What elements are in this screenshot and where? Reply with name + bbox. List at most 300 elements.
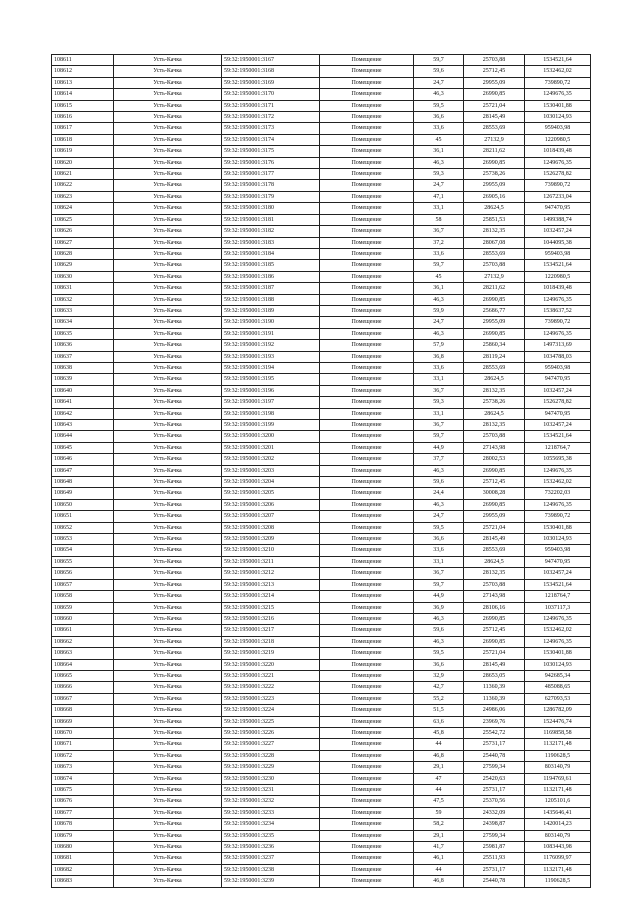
table-row: [52, 591, 591, 602]
table-row: [52, 648, 591, 659]
locality-cell: Усть-Качка: [114, 648, 222, 659]
unit-price-cell: 25712,45: [464, 477, 525, 488]
total-value-cell: 1499388,74: [525, 214, 591, 225]
cadastral-number-cell: 59:32:1950001:3230: [222, 773, 320, 784]
unit-price-cell: 26990,85: [464, 636, 525, 647]
object-type-cell: Помещение: [320, 397, 414, 408]
cadastral-number-cell: 59:32:1950001:3236: [222, 842, 320, 853]
cadastral-number-cell: 59:32:1950001:3232: [222, 796, 320, 807]
area-cell: 55,2: [414, 693, 464, 704]
object-type-cell: Помещение: [320, 579, 414, 590]
cadastral-number-cell: 59:32:1950001:3215: [222, 602, 320, 613]
record-number-cell: 108664: [52, 659, 114, 670]
area-cell: 46,3: [414, 465, 464, 476]
cadastral-number-cell: 59:32:1950001:3229: [222, 762, 320, 773]
locality-cell: Усть-Качка: [114, 100, 222, 111]
total-value-cell: 1526278,82: [525, 169, 591, 180]
locality-cell: Усть-Качка: [114, 226, 222, 237]
unit-price-cell: 28067,08: [464, 237, 525, 248]
table-row: [52, 864, 591, 875]
object-type-cell: Помещение: [320, 442, 414, 453]
locality-cell: Усть-Качка: [114, 89, 222, 100]
record-number-cell: 108633: [52, 305, 114, 316]
cadastral-number-cell: 59:32:1950001:3176: [222, 157, 320, 168]
area-cell: 46,1: [414, 853, 464, 864]
area-cell: 57,9: [414, 340, 464, 351]
record-number-cell: 108624: [52, 203, 114, 214]
table-row: [52, 534, 591, 545]
object-type-cell: Помещение: [320, 89, 414, 100]
table-row: [52, 134, 591, 145]
cadastral-number-cell: 59:32:1950001:3228: [222, 750, 320, 761]
cadastral-number-cell: 59:32:1950001:3211: [222, 556, 320, 567]
total-value-cell: 947470,95: [525, 408, 591, 419]
area-cell: 47: [414, 773, 464, 784]
cadastral-number-cell: 59:32:1950001:3203: [222, 465, 320, 476]
locality-cell: Усть-Качка: [114, 146, 222, 157]
locality-cell: Усть-Качка: [114, 454, 222, 465]
area-cell: 59,5: [414, 522, 464, 533]
cadastral-number-cell: 59:32:1950001:3214: [222, 591, 320, 602]
cadastral-number-cell: 59:32:1950001:3222: [222, 682, 320, 693]
object-type-cell: Помещение: [320, 260, 414, 271]
record-number-cell: 108667: [52, 693, 114, 704]
total-value-cell: 959403,98: [525, 248, 591, 259]
record-number-cell: 108681: [52, 853, 114, 864]
total-value-cell: 959403,98: [525, 362, 591, 373]
object-type-cell: Помещение: [320, 750, 414, 761]
record-number-cell: 108628: [52, 248, 114, 259]
area-cell: 46,8: [414, 750, 464, 761]
locality-cell: Усть-Качка: [114, 305, 222, 316]
table-row: [52, 853, 591, 864]
object-type-cell: Помещение: [320, 420, 414, 431]
record-number-cell: 108652: [52, 522, 114, 533]
unit-price-cell: 24986,06: [464, 705, 525, 716]
area-cell: 59,7: [414, 260, 464, 271]
total-value-cell: 1530401,88: [525, 648, 591, 659]
object-type-cell: Помещение: [320, 522, 414, 533]
unit-price-cell: 25721,04: [464, 100, 525, 111]
table-row: [52, 112, 591, 123]
object-type-cell: Помещение: [320, 283, 414, 294]
unit-price-cell: 25703,88: [464, 260, 525, 271]
table-row: [52, 191, 591, 202]
object-type-cell: Помещение: [320, 146, 414, 157]
cadastral-number-cell: 59:32:1950001:3201: [222, 442, 320, 453]
cadastral-number-cell: 59:32:1950001:3227: [222, 739, 320, 750]
locality-cell: Усть-Качка: [114, 705, 222, 716]
unit-price-cell: 25370,56: [464, 796, 525, 807]
area-cell: 63,6: [414, 716, 464, 727]
area-cell: 24,7: [414, 77, 464, 88]
cadastral-number-cell: 59:32:1950001:3172: [222, 112, 320, 123]
total-value-cell: 803140,79: [525, 762, 591, 773]
unit-price-cell: 29955,09: [464, 77, 525, 88]
unit-price-cell: 28106,16: [464, 602, 525, 613]
unit-price-cell: 30008,28: [464, 488, 525, 499]
total-value-cell: 1032457,24: [525, 420, 591, 431]
record-number-cell: 108648: [52, 477, 114, 488]
object-type-cell: Помещение: [320, 77, 414, 88]
area-cell: 46,8: [414, 876, 464, 887]
unit-price-cell: 28132,35: [464, 226, 525, 237]
table-row: [52, 625, 591, 636]
total-value-cell: 947470,95: [525, 203, 591, 214]
table-row: [52, 248, 591, 259]
locality-cell: Усть-Качка: [114, 739, 222, 750]
total-value-cell: 1083443,98: [525, 842, 591, 853]
cadastral-number-cell: 59:32:1950001:3224: [222, 705, 320, 716]
area-cell: 59,3: [414, 397, 464, 408]
area-cell: 47,1: [414, 191, 464, 202]
unit-price-cell: 27143,98: [464, 442, 525, 453]
table-row: [52, 305, 591, 316]
record-number-cell: 108680: [52, 842, 114, 853]
area-cell: 37,2: [414, 237, 464, 248]
locality-cell: Усть-Качка: [114, 773, 222, 784]
total-value-cell: 739890,72: [525, 511, 591, 522]
table-row: [52, 488, 591, 499]
area-cell: 59,6: [414, 66, 464, 77]
locality-cell: Усть-Качка: [114, 385, 222, 396]
area-cell: 47,5: [414, 796, 464, 807]
total-value-cell: 1534521,64: [525, 260, 591, 271]
locality-cell: Усть-Качка: [114, 203, 222, 214]
record-number-cell: 108682: [52, 864, 114, 875]
table-row: [52, 659, 591, 670]
cadastral-number-cell: 59:32:1950001:3182: [222, 226, 320, 237]
object-type-cell: Помещение: [320, 727, 414, 738]
area-cell: 33,1: [414, 556, 464, 567]
record-number-cell: 108615: [52, 100, 114, 111]
cadastral-number-cell: 59:32:1950001:3186: [222, 271, 320, 282]
unit-price-cell: 11360,39: [464, 693, 525, 704]
table-row: [52, 328, 591, 339]
table-row: [52, 556, 591, 567]
locality-cell: Усть-Качка: [114, 260, 222, 271]
cadastral-number-cell: 59:32:1950001:3195: [222, 374, 320, 385]
unit-price-cell: 27143,98: [464, 591, 525, 602]
locality-cell: Усть-Качка: [114, 556, 222, 567]
table-row: [52, 670, 591, 681]
area-cell: 36,1: [414, 283, 464, 294]
unit-price-cell: 28211,62: [464, 283, 525, 294]
cadastral-number-cell: 59:32:1950001:3217: [222, 625, 320, 636]
locality-cell: Усть-Качка: [114, 283, 222, 294]
total-value-cell: 1030124,93: [525, 112, 591, 123]
object-type-cell: Помещение: [320, 556, 414, 567]
area-cell: 37,7: [414, 454, 464, 465]
total-value-cell: 1249676,35: [525, 499, 591, 510]
cadastral-number-cell: 59:32:1950001:3199: [222, 420, 320, 431]
total-value-cell: 1032457,24: [525, 568, 591, 579]
total-value-cell: 1030124,93: [525, 534, 591, 545]
total-value-cell: 1267233,04: [525, 191, 591, 202]
object-type-cell: Помещение: [320, 328, 414, 339]
object-type-cell: Помещение: [320, 465, 414, 476]
locality-cell: Усть-Качка: [114, 659, 222, 670]
area-cell: 44: [414, 739, 464, 750]
unit-price-cell: 25712,45: [464, 625, 525, 636]
table-row: [52, 613, 591, 624]
record-number-cell: 108677: [52, 807, 114, 818]
locality-cell: Усть-Качка: [114, 340, 222, 351]
table-row: [52, 123, 591, 134]
cadastral-number-cell: 59:32:1950001:3178: [222, 180, 320, 191]
unit-price-cell: 25721,04: [464, 648, 525, 659]
record-number-cell: 108629: [52, 260, 114, 271]
object-type-cell: Помещение: [320, 613, 414, 624]
table-body: [52, 55, 591, 888]
total-value-cell: 1534521,64: [525, 579, 591, 590]
unit-price-cell: 25703,88: [464, 431, 525, 442]
table-row: [52, 362, 591, 373]
unit-price-cell: 28145,49: [464, 534, 525, 545]
cadastral-number-cell: 59:32:1950001:3205: [222, 488, 320, 499]
total-value-cell: 947470,95: [525, 374, 591, 385]
total-value-cell: 1034788,03: [525, 351, 591, 362]
area-cell: 46,3: [414, 613, 464, 624]
total-value-cell: 1132171,48: [525, 739, 591, 750]
table-row: [52, 237, 591, 248]
total-value-cell: 1132171,48: [525, 785, 591, 796]
object-type-cell: Помещение: [320, 362, 414, 373]
record-number-cell: 108635: [52, 328, 114, 339]
locality-cell: Усть-Качка: [114, 499, 222, 510]
table-row: [52, 100, 591, 111]
total-value-cell: 959403,98: [525, 123, 591, 134]
table-row: [52, 385, 591, 396]
table-row: [52, 682, 591, 693]
cadastral-number-cell: 59:32:1950001:3216: [222, 613, 320, 624]
locality-cell: Усть-Качка: [114, 853, 222, 864]
total-value-cell: 627093,53: [525, 693, 591, 704]
record-number-cell: 108640: [52, 385, 114, 396]
total-value-cell: 1205101,6: [525, 796, 591, 807]
cadastral-number-cell: 59:32:1950001:3184: [222, 248, 320, 259]
unit-price-cell: 25440,78: [464, 876, 525, 887]
unit-price-cell: 28624,5: [464, 556, 525, 567]
total-value-cell: 1220980,5: [525, 134, 591, 145]
unit-price-cell: 26990,85: [464, 613, 525, 624]
record-number-cell: 108639: [52, 374, 114, 385]
locality-cell: Усть-Качка: [114, 328, 222, 339]
unit-price-cell: 27599,34: [464, 830, 525, 841]
table-row: [52, 89, 591, 100]
cadastral-number-cell: 59:32:1950001:3237: [222, 853, 320, 864]
record-number-cell: 108668: [52, 705, 114, 716]
record-number-cell: 108642: [52, 408, 114, 419]
cadastral-number-cell: 59:32:1950001:3212: [222, 568, 320, 579]
locality-cell: Усть-Качка: [114, 271, 222, 282]
unit-price-cell: 28624,5: [464, 408, 525, 419]
locality-cell: Усть-Качка: [114, 750, 222, 761]
area-cell: 33,6: [414, 362, 464, 373]
object-type-cell: Помещение: [320, 568, 414, 579]
table-row: [52, 636, 591, 647]
locality-cell: Усть-Качка: [114, 625, 222, 636]
area-cell: 41,7: [414, 842, 464, 853]
area-cell: 42,7: [414, 682, 464, 693]
locality-cell: Усть-Качка: [114, 693, 222, 704]
table-row: [52, 420, 591, 431]
object-type-cell: Помещение: [320, 305, 414, 316]
locality-cell: Усть-Качка: [114, 511, 222, 522]
cadastral-number-cell: 59:32:1950001:3187: [222, 283, 320, 294]
locality-cell: Усть-Качка: [114, 785, 222, 796]
cadastral-number-cell: 59:32:1950001:3200: [222, 431, 320, 442]
table-row: [52, 431, 591, 442]
locality-cell: Усть-Качка: [114, 670, 222, 681]
total-value-cell: 803140,79: [525, 830, 591, 841]
record-number-cell: 108622: [52, 180, 114, 191]
total-value-cell: 1435646,41: [525, 807, 591, 818]
cadastral-number-cell: 59:32:1950001:3204: [222, 477, 320, 488]
object-type-cell: Помещение: [320, 226, 414, 237]
record-number-cell: 108671: [52, 739, 114, 750]
unit-price-cell: 25686,77: [464, 305, 525, 316]
cadastral-number-cell: 59:32:1950001:3209: [222, 534, 320, 545]
record-number-cell: 108616: [52, 112, 114, 123]
unit-price-cell: 25703,88: [464, 55, 525, 66]
object-type-cell: Помещение: [320, 66, 414, 77]
area-cell: 46,3: [414, 499, 464, 510]
total-value-cell: 1055695,38: [525, 454, 591, 465]
object-type-cell: Помещение: [320, 693, 414, 704]
locality-cell: Усть-Качка: [114, 191, 222, 202]
total-value-cell: 947470,95: [525, 556, 591, 567]
record-number-cell: 108627: [52, 237, 114, 248]
total-value-cell: 1249676,35: [525, 328, 591, 339]
object-type-cell: Помещение: [320, 796, 414, 807]
locality-cell: Усть-Качка: [114, 568, 222, 579]
locality-cell: Усть-Качка: [114, 864, 222, 875]
locality-cell: Усть-Качка: [114, 796, 222, 807]
object-type-cell: Помещение: [320, 545, 414, 556]
object-type-cell: Помещение: [320, 271, 414, 282]
total-value-cell: 739890,72: [525, 317, 591, 328]
unit-price-cell: 25731,17: [464, 785, 525, 796]
object-type-cell: Помещение: [320, 648, 414, 659]
unit-price-cell: 25981,87: [464, 842, 525, 853]
table-row: [52, 408, 591, 419]
total-value-cell: 1132171,48: [525, 864, 591, 875]
object-type-cell: Помещение: [320, 123, 414, 134]
record-number-cell: 108645: [52, 442, 114, 453]
locality-cell: Усть-Качка: [114, 66, 222, 77]
total-value-cell: 1249676,35: [525, 636, 591, 647]
total-value-cell: 1249676,35: [525, 294, 591, 305]
area-cell: 33,1: [414, 374, 464, 385]
locality-cell: Усть-Качка: [114, 876, 222, 887]
locality-cell: Усть-Качка: [114, 819, 222, 830]
object-type-cell: Помещение: [320, 853, 414, 864]
locality-cell: Усть-Качка: [114, 180, 222, 191]
table-row: [52, 226, 591, 237]
total-value-cell: 1249676,35: [525, 613, 591, 624]
record-number-cell: 108611: [52, 55, 114, 66]
unit-price-cell: 28624,5: [464, 374, 525, 385]
total-value-cell: 1497313,69: [525, 340, 591, 351]
area-cell: 36,7: [414, 420, 464, 431]
area-cell: 24,7: [414, 317, 464, 328]
object-type-cell: Помещение: [320, 842, 414, 853]
unit-price-cell: 26990,85: [464, 465, 525, 476]
object-type-cell: Помещение: [320, 408, 414, 419]
locality-cell: Усть-Качка: [114, 807, 222, 818]
table-row: [52, 454, 591, 465]
object-type-cell: Помещение: [320, 112, 414, 123]
locality-cell: Усть-Качка: [114, 55, 222, 66]
cadastral-number-cell: 59:32:1950001:3239: [222, 876, 320, 887]
cadastral-number-cell: 59:32:1950001:3175: [222, 146, 320, 157]
record-number-cell: 108663: [52, 648, 114, 659]
table-row: [52, 773, 591, 784]
area-cell: 36,6: [414, 659, 464, 670]
total-value-cell: 1530401,88: [525, 100, 591, 111]
record-number-cell: 108665: [52, 670, 114, 681]
table-row: [52, 579, 591, 590]
cadastral-number-cell: 59:32:1950001:3234: [222, 819, 320, 830]
object-type-cell: Помещение: [320, 294, 414, 305]
locality-cell: Усть-Качка: [114, 442, 222, 453]
area-cell: 24,7: [414, 511, 464, 522]
record-number-cell: 108675: [52, 785, 114, 796]
record-number-cell: 108676: [52, 796, 114, 807]
locality-cell: Усть-Качка: [114, 579, 222, 590]
object-type-cell: Помещение: [320, 385, 414, 396]
total-value-cell: 1030124,93: [525, 659, 591, 670]
cadastral-number-cell: 59:32:1950001:3198: [222, 408, 320, 419]
table-row: [52, 876, 591, 887]
area-cell: 24,7: [414, 180, 464, 191]
area-cell: 36,7: [414, 226, 464, 237]
unit-price-cell: 25731,17: [464, 864, 525, 875]
locality-cell: Усть-Качка: [114, 77, 222, 88]
table-row: [52, 705, 591, 716]
object-type-cell: Помещение: [320, 351, 414, 362]
unit-price-cell: 26990,85: [464, 157, 525, 168]
object-type-cell: Помещение: [320, 682, 414, 693]
locality-cell: Усть-Качка: [114, 248, 222, 259]
cadastral-number-cell: 59:32:1950001:3225: [222, 716, 320, 727]
locality-cell: Усть-Качка: [114, 545, 222, 556]
record-number-cell: 108669: [52, 716, 114, 727]
unit-price-cell: 25542,72: [464, 727, 525, 738]
total-value-cell: 1190628,5: [525, 876, 591, 887]
locality-cell: Усть-Качка: [114, 716, 222, 727]
cadastral-number-cell: 59:32:1950001:3191: [222, 328, 320, 339]
area-cell: 45,8: [414, 727, 464, 738]
area-cell: 59,6: [414, 477, 464, 488]
locality-cell: Усть-Качка: [114, 351, 222, 362]
table-row: [52, 351, 591, 362]
locality-cell: Усть-Качка: [114, 431, 222, 442]
table-row: [52, 568, 591, 579]
record-number-cell: 108678: [52, 819, 114, 830]
cadastral-number-cell: 59:32:1950001:3167: [222, 55, 320, 66]
total-value-cell: 1194769,61: [525, 773, 591, 784]
total-value-cell: 942685,34: [525, 670, 591, 681]
object-type-cell: Помещение: [320, 659, 414, 670]
locality-cell: Усть-Качка: [114, 534, 222, 545]
record-number-cell: 108617: [52, 123, 114, 134]
locality-cell: Усть-Качка: [114, 294, 222, 305]
cadastral-number-cell: 59:32:1950001:3218: [222, 636, 320, 647]
record-number-cell: 108673: [52, 762, 114, 773]
area-cell: 29,1: [414, 830, 464, 841]
